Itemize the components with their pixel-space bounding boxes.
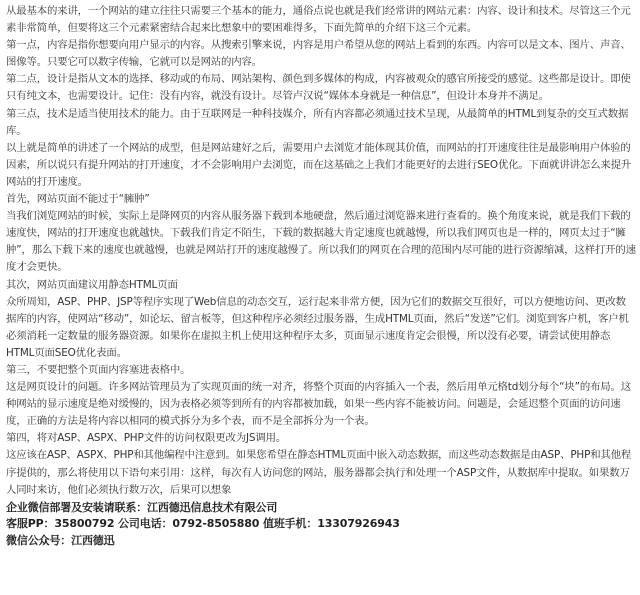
contact-company-line: 企业微信部署及安装请联系：江西德迅信息技术有限公司 <box>6 500 278 514</box>
paragraph-fourth-tip: 这应该在ASP、ASPX、PHP和其他编程中注意到。如果您希望在静态HTML页面中嵌入动态数据，而这些动态数据是由ASP、PHP和其他程序提供的，那么将使用以下语句来引用：这样，每次有人访问您的网站，服务器都会执行和处理一个ASP文件，从数据库中提取。如果数万人同时来访，他们必须执行数万次，后果可以想象 <box>6 449 632 496</box>
paragraph-second-tip: 众所周知，ASP、PHP、JSP等程序实现了Web信息的动态交互，运行起来非常方便，因为它们的数据交互很好，可以方便地访问、更改数据库的内容，使网站“移动”，如论坛、留言板等，但这种程序必须经过服务器，生成HTML页面，然后“发送”它们。浏览到客户机，客户机必须消耗一定数量的服务器资源。如果你在虚拟主机上使用这种程序太多，页面显示速度肯定会很慢，所以没有必要，请尝试使用静态HTML页面SEO优化表面。 <box>6 295 629 359</box>
heading-second-tip: 其次，网站页面建议用静态HTML页面 <box>6 278 178 291</box>
contact-info <box>6 500 636 550</box>
paragraph-technology-point: 第三点，技术是适当使用技术的能力。由于互联网是一种科技媒介，所有内容都必须通过技术呈现，从最简单的HTML到复杂的交互式数据库。 <box>6 107 629 137</box>
heading-fourth-tip: 第四，将对ASP、ASPX、PHP文件的访问权限更改为JS调用。 <box>6 432 287 445</box>
paragraph-first-tip: 当我们浏览网站的时候，实际上是降网页的内容从服务器下载到本地硬盘，然后通过浏览器来进行查看的。换个角度来说，就是我们下载的速度快，网站的打开速度也就越快。下载我们肯定不陌生，下载的数据越大肯定速度也就越慢，所以我们网页也是一样的，网页太过于“臃肿”，那么下载下来的速度也就越慢，也就是网站打开的速度越慢了。所以我们的网页在合理的范围内尽可能的进行资源缩减，这样打开的速度才会更快。 <box>6 210 636 274</box>
contact-phone-line: 客服PP：35800792 公司电话：0792-8505880 值班手机：13307926943 <box>6 517 400 531</box>
paragraph-content-point: 第一点，内容是指你想要向用户显示的内容。从搜索引擎来说，内容是用户希望从您的网站上看到的东西。内容可以是文本、图片、声音、图像等。只要它可以数字传输，它就可以是网站的内容。 <box>6 39 631 69</box>
paragraph-speed-intro: 以上就是简单的讲述了一个网站的成型，但是网站建好之后，需要用户去浏览才能体现其价值，而网站的打开速度往往是最影响用户体验的因素，所以说只有提升网站的打开速度，才不会影响用户去浏览，而在这基础之上我们才能更好的去进行SEO优化。下面就讲讲怎么来提升网站的打开速度。 <box>6 141 632 188</box>
paragraph-design-point: 第二点，设计是指从文本的选择、移动或的布局、网站架构、颜色到多媒体的构成，内容被观众的感官所接受的感觉。这些都是设计。即使只有纯文本，也需要设计。记住：没有内容，就没有设计。尽管卢汉说“媒体本身就是一种信息”，但设计本身并不满足。 <box>6 73 631 103</box>
paragraph-third-tip: 这是网页设计的问题。许多网站管理员为了实现页面的统一对齐，将整个页面的内容插入一个表，然后用单元格td划分每个“块”的布局。这种网站的显示速度是绝对缓慢的，因为表格必须等到所有的内容都被加载，如果一些内容不能被访问。问题是，会延迟整个页面的访问速度，正确的方法是将内容以相同的模式拆分为多个表，而不是全部拆分为一个表。 <box>6 381 632 428</box>
heading-third-tip: 第三，不要把整个页面内容塞进表格中。 <box>6 363 191 376</box>
contact-wechat-line: 微信公众号：江西德迅 <box>6 533 115 547</box>
paragraph-intro: 从最基本的来讲，一个网站的建立往往只需要三个基本的能力，通俗点说也就是我们经常讲的网站元素：内容、设计和技术。尽管这三个元素非常简单，但要将这三个元素紧密结合起来比想象中的要困难得多，下面先简单的介绍下这三个元素。 <box>6 5 631 35</box>
heading-first-tip: 首先，网站页面不能过于“臃肿” <box>6 193 150 206</box>
